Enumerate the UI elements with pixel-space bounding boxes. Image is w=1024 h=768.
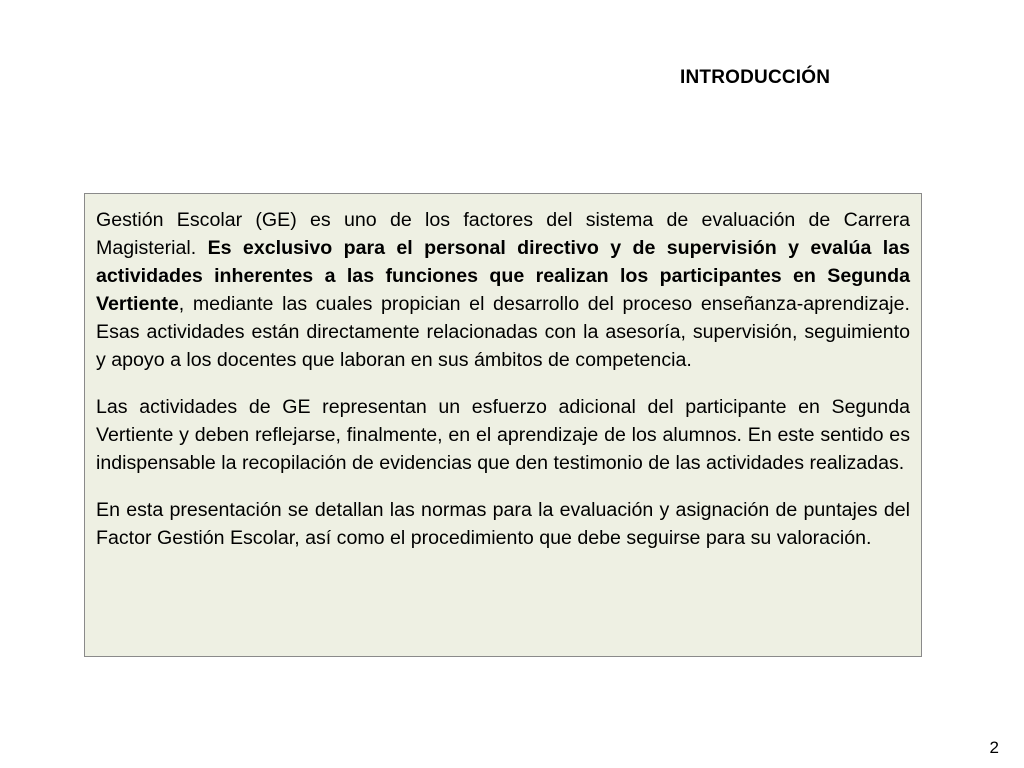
slide-title: INTRODUCCIÓN	[680, 67, 831, 88]
paragraph-1	[96, 206, 910, 374]
page-number: 2	[989, 738, 999, 757]
paragraph-1-rest: , mediante las cuales propician el desarrollo del proceso enseñanza-aprendizaje. Esas actividades están directamente relacionadas con la asesoría, supervisión, seguimiento y apoyo a los docentes que laboran en sus ámbitos de competencia.	[96, 293, 910, 371]
paragraph-1-intro: Gestión Escolar (GE) es uno de los factores del sistema de evaluación de Carrera Magisterial.	[96, 209, 910, 259]
paragraph-3: En esta presentación se detallan las normas para la evaluación y asignación de puntajes del Factor Gestión Escolar, así como el procedimiento que debe seguirse para su valoración.	[96, 499, 910, 549]
paragraph-2: Las actividades de GE representan un esfuerzo adicional del participante en Segunda Vertiente y deben reflejarse, finalmente, en el aprendizaje de los alumnos. En este sentido es indispensable la recopilación de evidencias que den testimonio de las actividades realizadas.	[96, 396, 910, 474]
content-box	[84, 193, 922, 657]
paragraph-1-emphasis: Es exclusivo para el personal directivo y de supervisión y evalúa las actividades inherentes a las funciones que realizan los participantes en Segunda Vertiente	[96, 237, 911, 315]
